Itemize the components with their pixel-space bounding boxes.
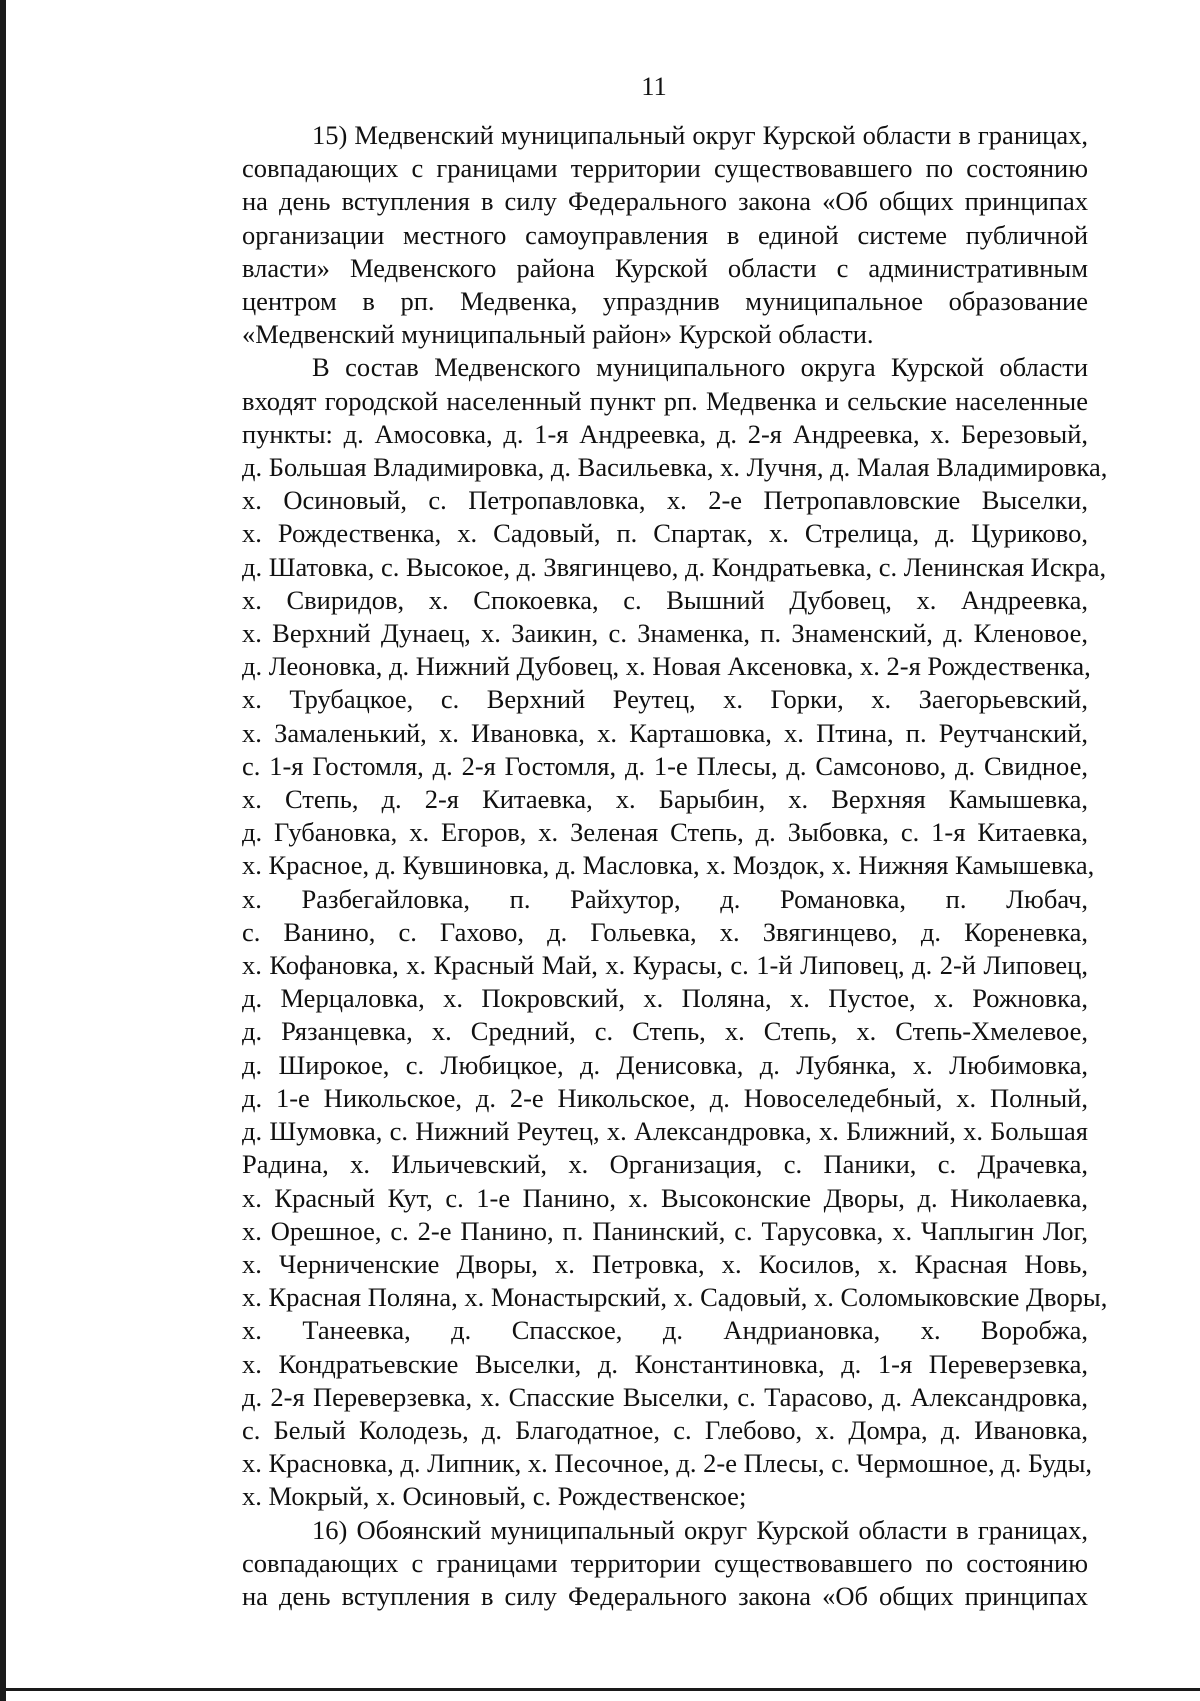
- text-line: х. Красновка, д. Липник, х. Песочное, д. 2-е Плесы, с. Чермошное, д. Буды,: [242, 1448, 1093, 1479]
- text-line: центром в рп. Медвенка, упразднив муниципальное образование: [242, 286, 1088, 317]
- paragraph-p16-intro: [172, 1514, 1088, 1614]
- text-line: с. Белый Колодезь, д. Благодатное, с. Глебово, х. Домра, д. Ивановка,: [242, 1414, 1088, 1445]
- text-line: пункты: д. Амосовка, д. 1-я Андреевка, д. 2-я Андреевка, х. Березовый,: [242, 418, 1088, 449]
- text-line: организации местного самоуправления в единой системе публичной: [242, 219, 1088, 250]
- text-line: входят городской населенный пункт рп. Медвенка и сельские населенные: [242, 385, 1088, 416]
- text-line: совпадающих с границами территории существовавшего по состоянию: [242, 1547, 1088, 1578]
- text-line: В состав Медвенского муниципального округа Курской области: [312, 352, 1088, 383]
- page-number: 11: [641, 71, 667, 101]
- text-line: х. Красная Поляна, х. Монастырский, х. Садовый, х. Соломыковские Дворы,: [242, 1282, 1108, 1313]
- text-line: х. Орешное, с. 2-е Панино, п. Панинский, с. Тарусовка, х. Чаплыгин Лог,: [242, 1215, 1088, 1246]
- text-line: д. Большая Владимировка, д. Васильевка, х. Лучня, д. Малая Владимировка,: [242, 452, 1108, 483]
- text-line: х. Замаленький, х. Ивановка, х. Карташовка, х. Птина, п. Реутчанский,: [242, 717, 1088, 748]
- text-line: х. Рождественка, х. Садовый, п. Спартак, х. Стрелица, д. Цуриково,: [242, 518, 1088, 549]
- text-line: на день вступления в силу Федерального закона «Об общих принципах: [242, 186, 1088, 217]
- document-page: [172, 70, 1108, 1613]
- paragraph-p15-intro: [172, 119, 1088, 351]
- scan-bottom-edge: [0, 1688, 1200, 1691]
- text-line: х. Кофановка, х. Красный Май, х. Курасы, с. 1-й Липовец, д. 2-й Липовец,: [242, 950, 1088, 981]
- text-line: х. Свиридов, х. Спокоевка, с. Вышний Дубовец, х. Андреевка,: [242, 584, 1088, 615]
- text-line: х. Черниченские Дворы, х. Петровка, х. Косилов, х. Красная Новь,: [242, 1248, 1088, 1279]
- text-line: х. Красный Кут, с. 1-е Панино, х. Высоконские Дворы, д. Николаевка,: [242, 1182, 1088, 1213]
- text-line: х. Степь, д. 2-я Китаевка, х. Барыбин, х. Верхняя Камышевка,: [242, 784, 1088, 815]
- text-line: д. Мерцаловка, х. Покровский, х. Поляна, х. Пустое, х. Рожновка,: [242, 983, 1088, 1014]
- text-line: д. Шумовка, с. Нижний Реутец, х. Александровка, х. Ближний, х. Большая: [242, 1116, 1088, 1147]
- text-line: с. 1-я Гостомля, д. 2-я Гостомля, д. 1-е Плесы, д. Самсоново, д. Свидное,: [242, 750, 1088, 781]
- document-body: [172, 119, 1108, 1613]
- text-line: д. Леоновка, д. Нижний Дубовец, х. Новая Аксеновка, х. 2-я Рождественка,: [242, 651, 1091, 682]
- text-line: х. Осиновый, с. Петропавловка, х. 2-е Петропавловские Выселки,: [242, 485, 1088, 516]
- text-line: д. 2-я Переверзевка, х. Спасские Выселки, с. Тарасово, д. Александровка,: [242, 1381, 1088, 1412]
- text-line: х. Верхний Дунаец, х. Заикин, с. Знаменка, п. Знаменский, д. Кленовое,: [242, 618, 1088, 649]
- text-line: д. Широкое, с. Любицкое, д. Денисовка, д. Лубянка, х. Любимовка,: [242, 1049, 1088, 1080]
- scan-left-edge: [0, 0, 6, 1701]
- text-line: «Медвенский муниципальный район» Курской области.: [242, 319, 874, 350]
- paragraph-p15-settlements: [172, 351, 1108, 1513]
- text-line: х. Кондратьевские Выселки, д. Константиновка, д. 1-я Переверзевка,: [242, 1348, 1088, 1379]
- text-line: власти» Медвенского района Курской области с административным: [242, 252, 1088, 283]
- text-line: совпадающих с границами территории существовавшего по состоянию: [242, 153, 1088, 184]
- text-line: на день вступления в силу Федерального закона «Об общих принципах: [242, 1580, 1088, 1611]
- text-line: х. Мокрый, х. Осиновый, с. Рождественское;: [242, 1481, 747, 1512]
- text-line: 16) Обоянский муниципальный округ Курской области в границах,: [312, 1514, 1088, 1545]
- text-line: д. Рязанцевка, х. Средний, с. Степь, х. Степь, х. Степь-Хмелевое,: [242, 1016, 1088, 1047]
- text-line: х. Красное, д. Кувшиновка, д. Масловка, х. Моздок, х. Нижняя Камышевка,: [242, 850, 1095, 881]
- text-line: 15) Медвенский муниципальный округ Курской области в границах,: [312, 120, 1088, 150]
- text-line: д. Шатовка, с. Высокое, д. Звягинцево, д. Кондратьевка, с. Ленинская Искра,: [242, 551, 1107, 582]
- text-line: х. Разбегайловка, п. Райхутор, д. Романовка, п. Любач,: [242, 883, 1088, 914]
- text-line: д. Губановка, х. Егоров, х. Зеленая Степь, д. Зыбовка, с. 1-я Китаевка,: [242, 817, 1088, 848]
- text-line: д. 1-е Никольское, д. 2-е Никольское, д. Новоселедебный, х. Полный,: [242, 1082, 1088, 1113]
- text-line: х. Танеевка, д. Спасское, д. Андриановка, х. Воробжа,: [242, 1315, 1088, 1346]
- text-line: Радина, х. Ильичевский, х. Организация, с. Паники, с. Драчевка,: [242, 1149, 1088, 1180]
- text-line: х. Трубацкое, с. Верхний Реутец, х. Горки, х. Заегорьевский,: [242, 684, 1088, 715]
- text-line: с. Ванино, с. Гахово, д. Гольевка, х. Звягинцево, д. Кореневка,: [242, 916, 1088, 947]
